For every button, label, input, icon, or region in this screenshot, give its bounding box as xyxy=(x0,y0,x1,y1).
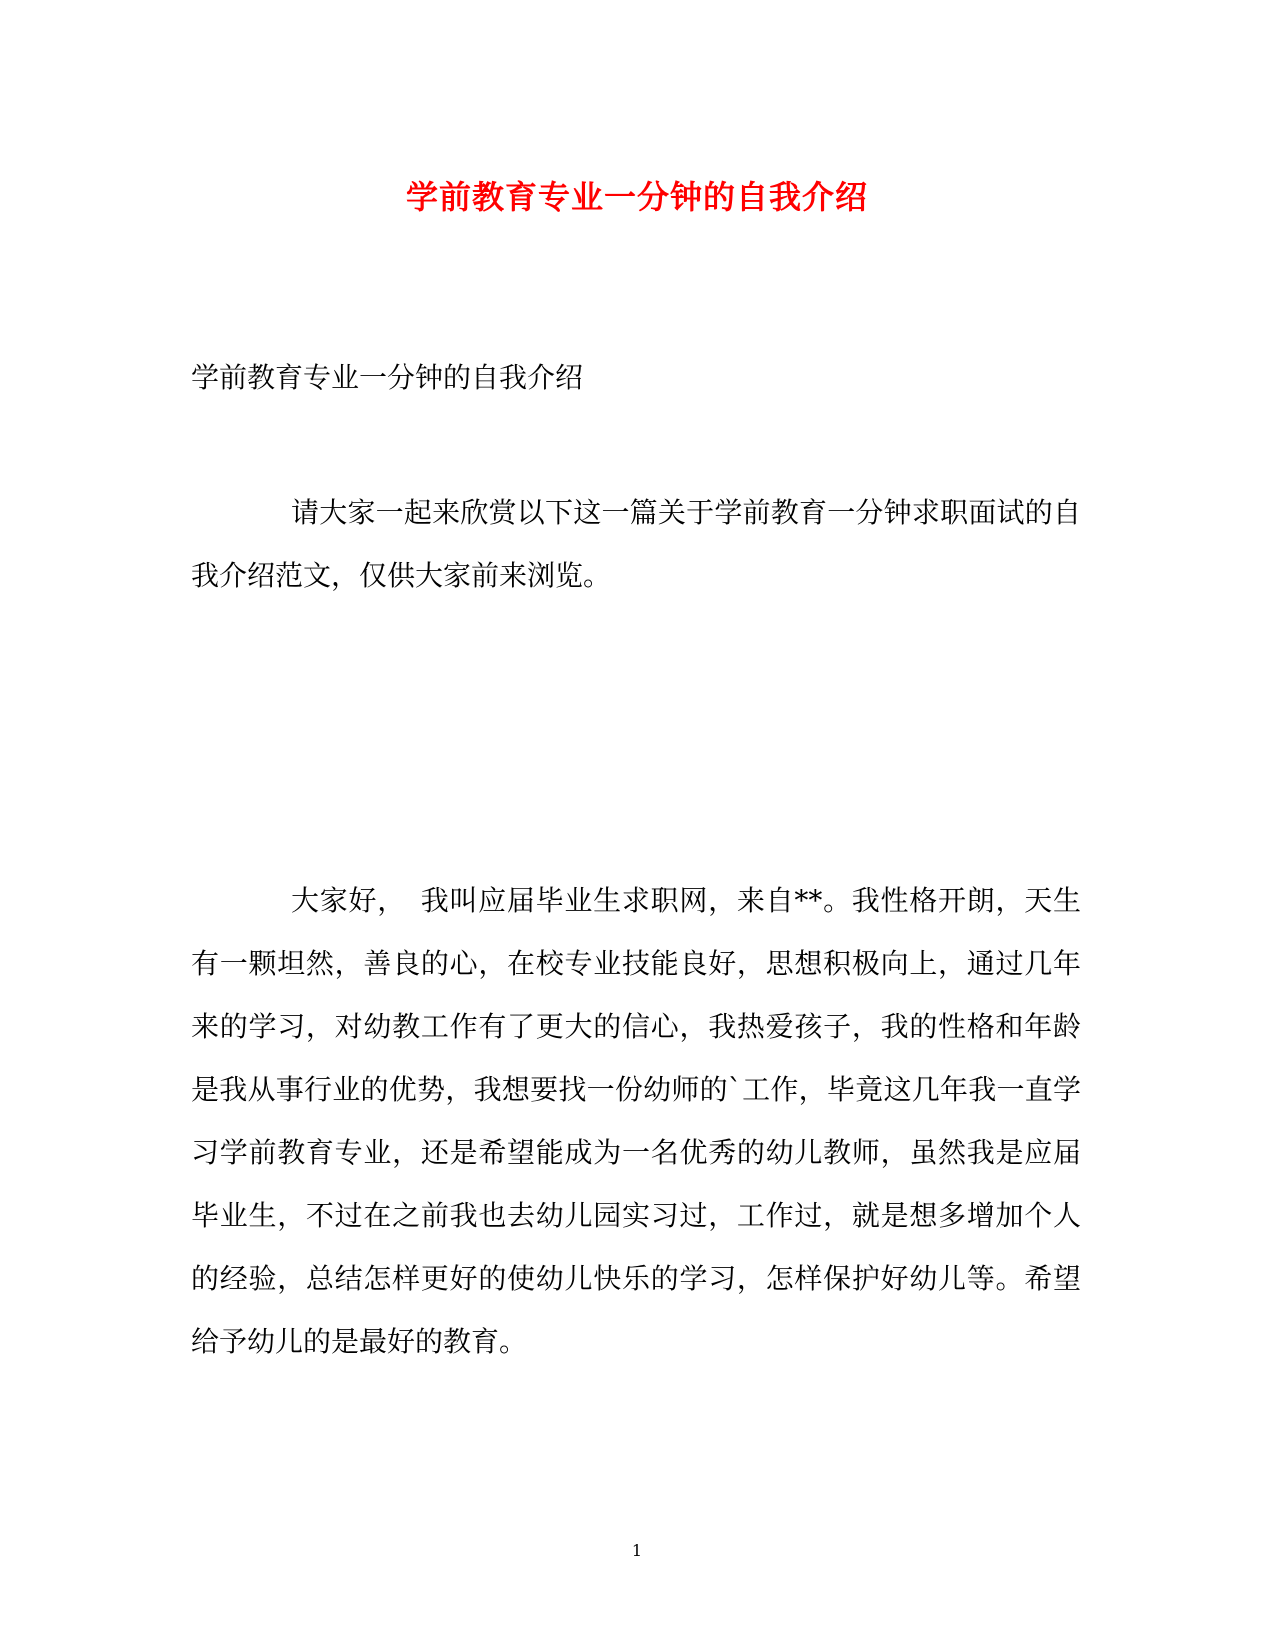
body-paragraph: 大家好， 我叫应届毕业生求职网，来自**。我性格开朗，天生有一颗坦然，善良的心，在校专业技能良好，思想积极向上，通过几年来的学习，对幼教工作有了更大的信心，我热爱孩子，我的性格和年龄是我从事行业的优势，我想要找一份幼师的`工作，毕竟这几年我一直学习学前教育专业，还是希望能成为一名优秀的幼儿教师，虽然我是应届毕业生，不过在之前我也去幼儿园实习过，工作过，就是想多增加个人的经验，总结怎样更好的使幼儿快乐的学习，怎样保护好幼儿等。希望给予幼儿的是最好的教育。 xyxy=(191,884,1081,1358)
page-number: 1 xyxy=(631,1541,643,1560)
intro-paragraph: 请大家一起来欣赏以下这一篇关于学前教育一分钟求职面试的自我介绍范文，仅供大家前来浏览。 xyxy=(191,496,1081,592)
document-title: 学前教育专业一分钟的自我介绍 xyxy=(405,178,868,216)
document-subtitle: 学前教育专业一分钟的自我介绍 xyxy=(191,361,584,394)
